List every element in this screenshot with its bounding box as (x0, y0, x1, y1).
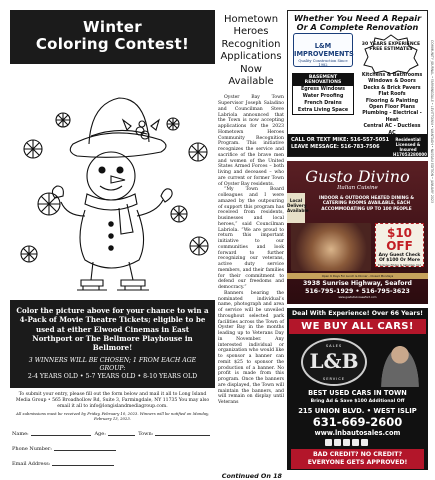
submit-instructions: To submit your entry, please fill out the form below and mail it all to Long Island Media Group • 565 Broadhollow Rd, Suite 3, Farmingdale, NY 11735 You may also email it all to info@longislandmediagroup.com. (15, 392, 210, 409)
basement-item: French Drains (304, 101, 342, 106)
coupon-text: Any Guest Check Of $100 Or More (378, 253, 421, 263)
dining-message: INDOOR & OUTDOOR HEATED DINING & CATERING ROOMS AVAILABLE, EACH ACCOMMODATING UP TO 100 PEOPLE (318, 196, 415, 212)
name-label: Name: (12, 430, 29, 437)
lm-improvements-logo (293, 33, 353, 67)
snowman-illustration (11, 64, 216, 300)
restaurant-subtitle: Italian Cuisine (337, 185, 378, 191)
credit-banner (291, 449, 424, 469)
coloring-page (10, 64, 215, 300)
logo-top-text: SALES (325, 344, 343, 348)
logo-main: L&M IMPROVEMENTS (294, 42, 354, 58)
snowflake-icon (21, 246, 37, 262)
snowflake-icon (189, 143, 207, 161)
page-spine (430, 40, 435, 460)
best-line: BEST USED CARS IN TOWN (308, 389, 407, 397)
basement-title: BASEMENT RENOVATIONS (293, 74, 353, 86)
spine-text: COMMUNITY JOURNAL • FARMINGDALE • LEVITTOWN • WANTAGH • NASSAU EDITION • JANUARY 2023 (430, 40, 434, 203)
service-item: Open Floor Plans (368, 105, 416, 111)
phone-field[interactable] (54, 445, 116, 451)
basement-item: Water Proofing (302, 94, 344, 99)
repair-headline-line1: Whether You Need A Repair (293, 13, 422, 23)
snowflake-icon (167, 118, 179, 130)
facebook-icon[interactable] (325, 439, 332, 446)
article-paragraph: Oyster Bay Town Supervisor Joseph Saladino and Councilman Steve Labriola announced that the Town is now accepting applications for the 2023 Hometown Heroes Community Recognition Program. This initiative recognizes the service and sacrifice of the brave men and women of the United States Armed Forces – both living and deceased – who are current or former Town of Oyster Bay residents. (218, 95, 284, 187)
deadline-fineprint: All submissions must be received by Friday, February 10, 2023. Winners will be notified on Monday, February 13, 2023. (16, 411, 209, 422)
coupon[interactable] (375, 223, 424, 270)
credit-line1: BAD CREDIT? NO CREDIT? (312, 451, 403, 458)
winners-line: 3 WINNERS WILL BE CHOSEN; 1 FROM EACH AGE GROUP: (28, 357, 197, 373)
service-item: Plumbing - Electrical - Heat (362, 111, 422, 123)
article-headline: Hometown Heroes Recognition Applications Now Available (220, 14, 282, 88)
service-item: Kitchens & Bathrooms (361, 73, 423, 78)
age-label: Age: (94, 430, 106, 437)
contest-title-line1: Winter (83, 18, 142, 36)
service-item: Flooring & Painting (365, 98, 419, 104)
article (218, 10, 284, 480)
restaurant-brand: Gusto Divino (305, 167, 410, 186)
age-groups: 2-4 YEARS OLD • 5-7 YEARS OLD • 8-10 YEARS OLD (27, 373, 198, 381)
repair-contact (288, 134, 427, 156)
logo-bottom-text: SERVICE (322, 377, 346, 381)
credit-line2: EVERYONE GETS APPROVED! (307, 459, 408, 467)
service-item: Flat Roofs (378, 92, 406, 98)
logo-letters: L&B (309, 349, 359, 373)
dealer-address: 215 UNION BLVD. • WEST ISLIP (298, 407, 417, 415)
contest-header (10, 10, 215, 64)
town-field[interactable] (155, 430, 210, 436)
dealer-website[interactable]: www.lnbautosales.com (314, 429, 401, 437)
car-dealer-ad[interactable] (287, 308, 428, 470)
article-paragraph: “My Town Board colleagues and I were amazed by the outpouring of support this program has received from residents, businesses and local heroes,” said Councilman Labriola. “We are proud to return this important initiative to our communities and look forward to further recognizing our veterans, active duty service members, and their families for their commitment to defend our freedoms and democracy.” (218, 187, 284, 291)
repair-headline-line2: Or A Complete Renovation (296, 22, 419, 33)
youtube-icon[interactable] (352, 439, 359, 446)
email-label: Email Address: (12, 460, 51, 467)
repair-ad[interactable] (287, 10, 428, 157)
continued-note: Continued On 18 (221, 472, 282, 480)
dealer-photo (378, 341, 422, 387)
instagram-icon[interactable] (334, 439, 341, 446)
service-item: Windows & Doors (368, 79, 416, 85)
age-field[interactable] (108, 430, 135, 436)
delivery-ribbon: Local Delivery Available (287, 193, 305, 223)
snowflake-icon (190, 237, 208, 255)
town-label: Town: (138, 430, 154, 437)
contest-title-line2: Coloring Contest! (35, 35, 190, 53)
social-icons (325, 439, 368, 446)
dealer-phone[interactable]: 631-669-2600 (312, 415, 403, 429)
call-line: CALL OR TEXT MIKE: 516-557-5051 (291, 137, 390, 143)
prize-text: Color the picture above for your chance to win a 4-Pack of Movie Theatre Tickets; eligible to be used at either Elwood Cinemas in East Northport or The Bellmore Playhouse in Bellmore! (16, 306, 209, 353)
services-list (360, 73, 424, 137)
article-body (218, 95, 284, 406)
snowflake-icon (38, 193, 60, 215)
experience-line: Deal With Experience! Over 66 Years! (291, 310, 423, 317)
leave-line: LEAVE MESSAGE: 516-783-7506 (291, 144, 380, 150)
repair-headline (288, 11, 427, 32)
phones-line: 516-795-1929 • 516-795-3623 (305, 287, 410, 295)
basement-box (292, 73, 354, 115)
repair-phones (291, 137, 389, 151)
snowflake-icon (56, 113, 70, 127)
we-buy-banner: WE BUY ALL CARS! (289, 319, 426, 334)
snowflake-icon (24, 140, 42, 158)
restaurant-address (287, 280, 428, 295)
best-cars (287, 390, 428, 405)
restaurant-ad[interactable] (287, 161, 428, 304)
best-sub: Bring Ad & Save $100 Additional Off (310, 398, 405, 404)
name-field[interactable] (31, 430, 92, 436)
email-icon[interactable] (361, 439, 368, 446)
address-line: 3938 Sunrise Highway, Seaford (303, 280, 412, 287)
phone-label: Phone Number: (12, 445, 52, 452)
coupon-fine: Excludes Friday & Saturday. Not valid with any other offers. (377, 264, 422, 270)
food-photo (291, 223, 371, 271)
seal-text: 30 YEARS EXPERIENCE FREE ESTIMATES (361, 42, 421, 53)
hours-strip: Open 6 Days For Lunch & Dinner - Closed Mondays (287, 273, 428, 279)
restaurant-web: www.gustodivinoseaford.com (338, 296, 377, 299)
entry-form-row-1 (10, 430, 215, 437)
snowflake-icon (171, 206, 187, 222)
basement-item: Extra Living Space (297, 108, 349, 113)
twitter-icon[interactable] (343, 439, 350, 446)
coupon-value: $10 OFF (386, 226, 413, 253)
coloring-contest (10, 10, 215, 480)
experience-seal (360, 34, 422, 74)
lb-logo (301, 338, 367, 386)
prize-box (10, 300, 215, 388)
basement-item: Egress Windows (300, 87, 346, 92)
seal-icon (360, 34, 422, 74)
entry-form-row-2 (10, 445, 215, 452)
article-paragraph: Banners bearing the nominated individual’s name, photograph and area of service will be unveiled throughout selected park facilities across the Town of Oyster Bay in the months leading up to Veterans Day in November. Any interested individual or organization who would like to sponsor a banner can remit $25 to sponsor the production of a banner. No profit is made from this program. Once the banners are displayed, the Town will maintain the banners, and will remain on display until Veterans (218, 290, 284, 406)
email-field[interactable] (52, 460, 114, 466)
entry-form-row-3 (10, 460, 215, 467)
logo-sub: Quality Construction Since 1982 (298, 59, 348, 67)
service-item: Central AC - Ductless (363, 124, 421, 130)
license-text: Residential Licensed & Insured H17053280000 (393, 137, 427, 157)
ads-column (287, 10, 428, 480)
service-item: Decks & Brick Pavers (363, 85, 421, 91)
